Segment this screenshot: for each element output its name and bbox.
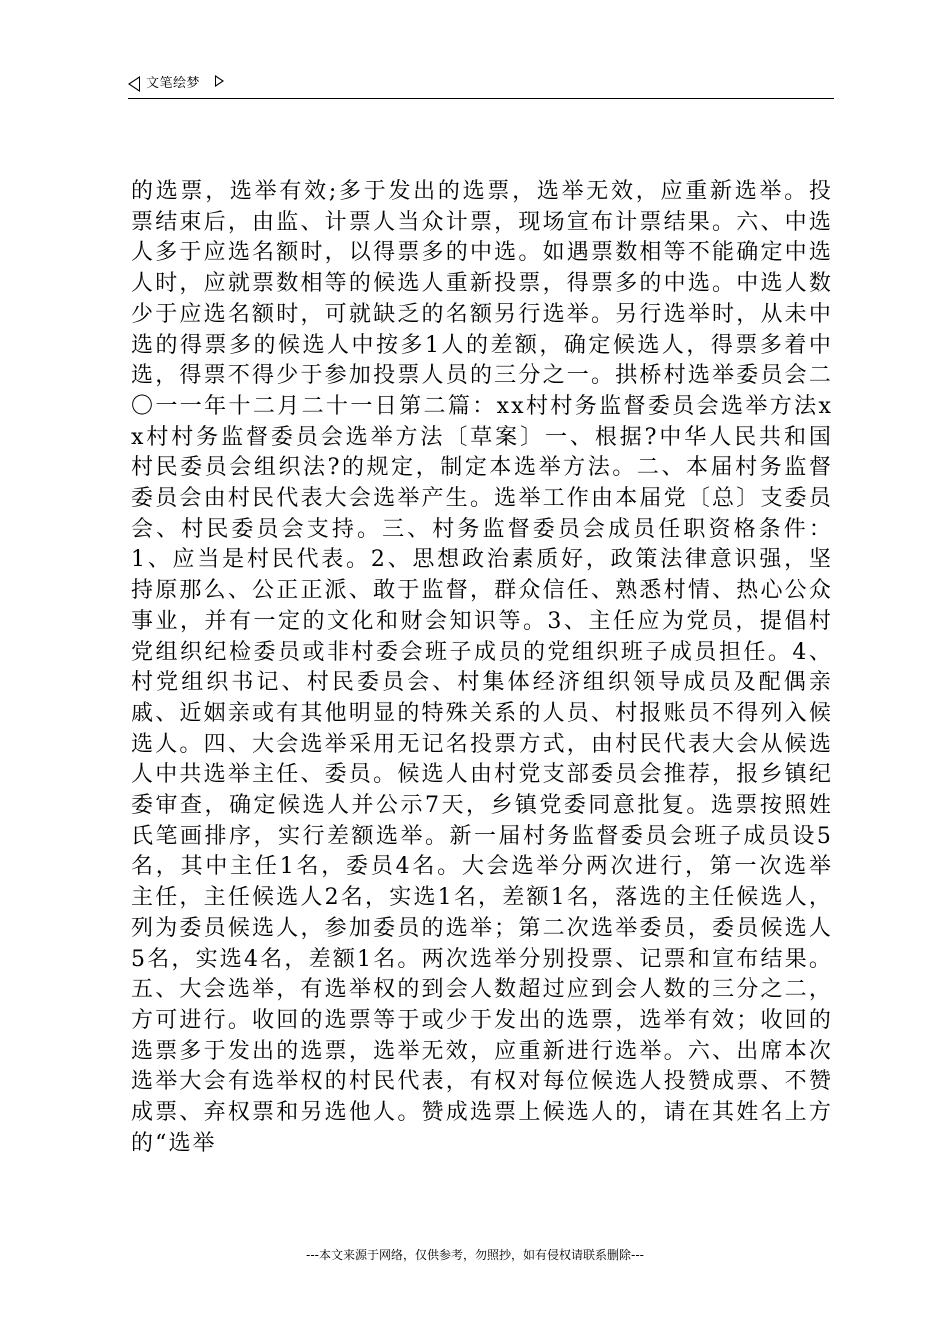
right-triangle-icon [215,75,224,87]
left-triangle-icon [128,76,140,92]
page-footer-disclaimer: ---本文来源于网络，仅供参考，勿照抄，如有侵权请联系删除--- [306,1248,644,1262]
page-header [128,74,834,99]
document-body-text: 的选票，选举有效;多于发出的选票，选举无效，应重新选举。投票结束后，由监、计票人当众计票，现场宣布计票结果。六、中选人多于应选名额时，以得票多的中选。如遇票数相等不能确定中选人时，应就票数相等的候选人重新投票，得票多的中选。中选人数少于应选名额时，可就缺乏的名额另行选举。另行选举时，从未中选的得票多的候选人中按多1人的差额，确定候选人，得票多着中选，得票不得少于参加投票人员的三分之一。拱桥村选举委员会二〇一一年十二月二十一日第二篇：xx村村务监督委员会选举方法xx村村务监督委员会选举方法〔草案〕一、根据?中华人民共和国村民委员会组织法?的规定，制定本选举方法。二、本届村务监督委员会由村民代表大会选举产生。选举工作由本届党〔总〕支委员会、村民委员会支持。三、村务监督委员会成员任职资格条件：1、应当是村民代表。2、思想政治素质好，政策法律意识强，坚持原那么、公正正派、敢于监督，群众信任、熟悉村情、热心公众事业，并有一定的文化和财会知识等。3、主任应为党员，提倡村党组织纪检委员或非村委会班子成员的党组织班子成员担任。4、村党组织书记、村民委员会、村集体经济组织领导成员及配偶亲戚、近姻亲或有其他明显的特殊关系的人员、村报账员不得列入候选人。四、大会选举采用无记名投票方式，由村民代表大会从候选人中共选举主任、委员。候选人由村党支部委员会推荐，报乡镇纪委审查，确定候选人并公示7天，乡镇党委同意批复。选票按照姓氏笔画排序，实行差额选举。新一届村务监督委员会班子成员设5名，其中主任1名，委员4名。大会选举分两次进行，第一次选举主任，主任候选人2名，实选1名，差额1名，落选的主任候选人，列为委员候选人，参加委员的选举；第二次选举委员，委员候选人5名，实选4名，差额1名。两次选举分别投票、记票和宣布结果。五、大会选举，有选举权的到会人数超过应到会人数的三分之二，方可进行。收回的选票等于或少于发出的选票，选举有效；收回的选票多于发出的选票，选举无效，应重新进行选举。六、出席本次选举大会有选举权的村民代表，有权对每位候选人投赞成票、不赞成票、弃权票和另选他人。赞成选票上候选人的，请在其姓名上方的“选举 [131,179,833,1156]
header-title: 文笔绘梦 [146,76,201,91]
